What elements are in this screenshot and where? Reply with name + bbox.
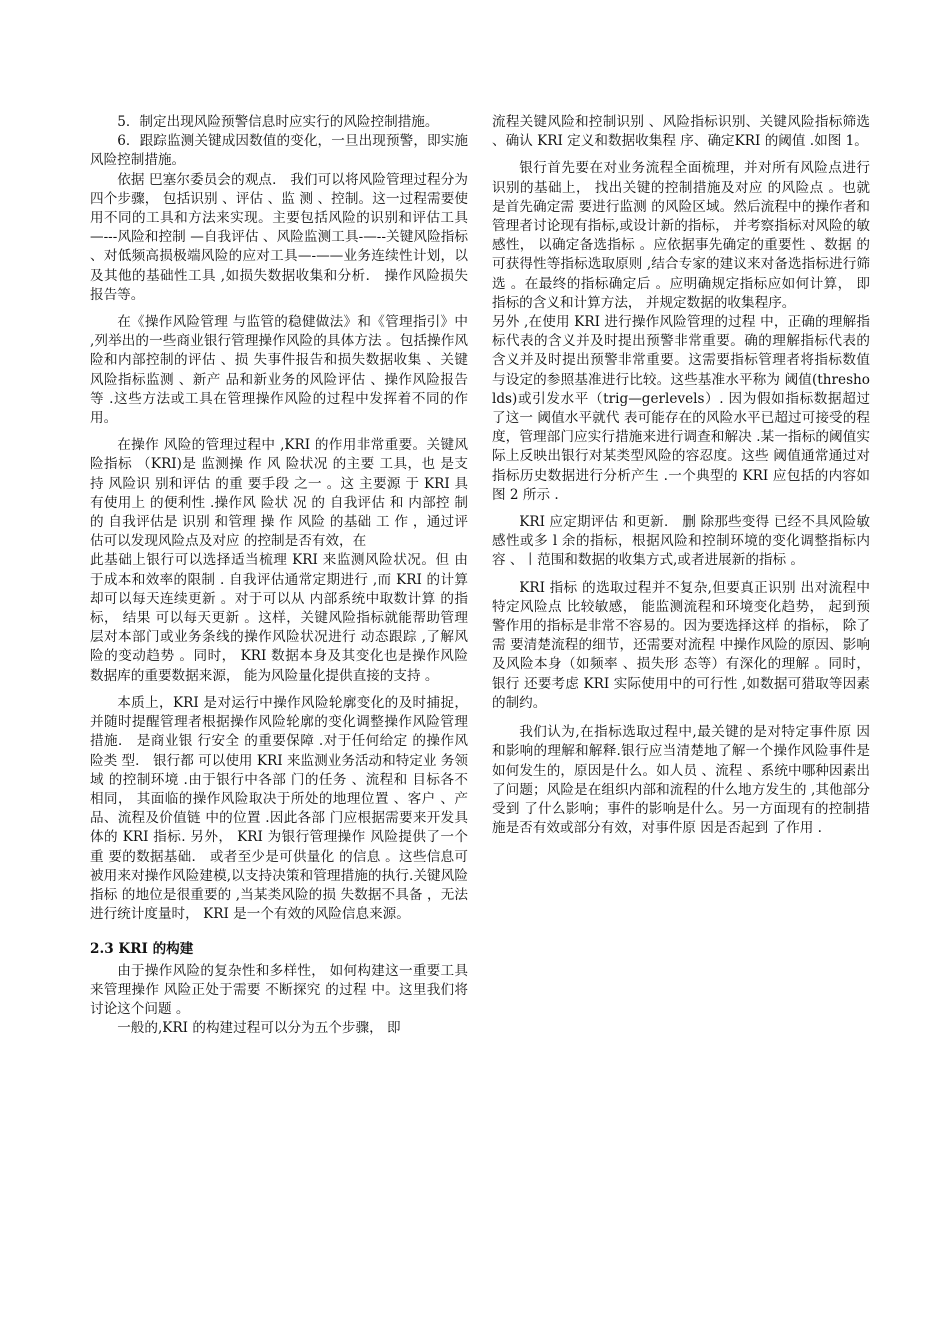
paragraph: 我们认为,在指标选取过程中,最关键的是对特定事件原 因和影响的理解和解释.银行应当清楚地了解一个操作风险事件是如何发生的，原因是什么。如人员 、流程 、系统中哪种因素出了问题；风险是在组织内部和流程的什么地方发生的 ,其他部分受到 了什么影响；事件的影响是什么。另一方面现有的控制措施是否有效或部分有效，对事件原 因是否起到 了作用 . [492, 724, 870, 837]
paragraph: 一般的,KRI 的构建过程可以分为五个步骤， 即 [117, 1020, 401, 1037]
paragraph: KRI 应定期评估 和更新． 删 除那些变得 已经不具风险敏感性或多 l 余的指标，根据风险和控制环境的变化调整指标内容 、丨范围和数据的收集方式,或者进展新的指标 。 [492, 514, 870, 569]
paragraph: 5．制定出现风险预警信息时应实行的风险控制措施。 [117, 114, 439, 130]
paragraph: 此基础上银行可以选择适当梳理 KRI 来监测风险状况。但 由于成本和效率的限制 . 自我评估通常定期进行 ,而 KRI 的计算却可以每天连续更新 。对于可以从 内部系统中取数计算 的指标， 结果 可以每天更新 。这样，关键风险指标就能帮助管理层对本部门或业务条线的操作风险状况进行 动态跟踪 ,了解风险的变动趋势 。同时， KRI 数据本身及其变化也是操作风险数据库的重要数据来源， 能为风险量化提供直接的支持 。 [90, 552, 468, 684]
paragraph: 银行首先要在对业务流程全面梳理，并对所有风险点进行识别的基础上， 找出关键的控制措施及对应 的风险点 。也就是首先确定需 要进行监测 的风险区域。然后流程中的操作者和管理者讨论现有指标,或设计新的指标， 并考察指标对风险的敏感性， 以确定备选指标 。应依据事先确定的重要性 、数据 的可获得性等指标选取原则 ,结合专家的建议来对备选指标进行筛选 。在最终的指标确定后 。应明确规定指标应如何计算， 即指标的含义和计算方法， 并规定数据的收集程序。 [492, 160, 870, 311]
paragraph: 另外 ,在使用 KRI 进行操作风险管理的过程 中，正确的理解指标代表的含义并及时提出预警非常重要。确的理解指标代表的含义并及时提出预警非常重要。这需要指标管理者将指标数值与设定的参照基准进行比较。这些基准水平称为 阈值(thresholds)或引发水平（trig—gerlevels）. 因为假如指标数据超过 了这一 阈值水平就代 表可能存在的风险水平已超过可接受的程度，管理部门应实行措施来进行调查和解决 .某一指标的阈值实际上反映出银行对某类型风险的容忍度。这些 阈值通常通过对指标历史数据进行分析产生 .一个典型的 KRI 应包括的内容如图 2 所示 . [492, 314, 870, 503]
paragraph: 6．跟踪监测关键成因数值的变化，一旦出现预警，即实施风险控制措施。 [90, 133, 468, 169]
paragraph: 流程关键风险和控制识别 、风险指标识别、关键风险指标筛选 、确认 KRI 定义和数据收集程 序、确定KRI 的阈值 .如图 1。 [492, 114, 870, 150]
paragraph: 在操作 风险的管理过程中 ,KRI 的作用非常重要。关键风 险指标 （KRI)是 监测操 作 风 险状况 的主要 工具，也 是支持 风险识 别和评估 的重 要手段 之一 。这 主要源 于 KRI 具有使用上 的便利性 .操作风 险状 况 的 自我评估 和 内部控 制的 自我评估是 识别 和管理 操 作 风险 的基础 工 作 ，通过评估可以发现风险点及对应 的控制是否有效，在 [90, 437, 468, 550]
paragraph: 由于操作风险的复杂性和多样性， 如何构建这一重要工具来管理操作 风险正处于需要 不断探究 的过程 中。这里我们将讨论这个问题 。 [90, 962, 468, 1017]
paragraph: KRI 指标 的选取过程并不复杂,但要真正识别 出对流程中特定风险点 比较敏感， 能监测流程和环境变化趋势， 起到预警作用的指标是非常不容易的。因为要选择这样 的指标， 除了需 要清楚流程的细节，还需要对流程 中操作风险的原因、影响及风险本身（如频率 、损失形 态等）有深化的理解 。同时，银行 还要考虑 KRI 实际使用中的可行性 ,如数据可猎取等因素的制约。 [492, 579, 870, 711]
paragraph: 在《操作风险管理 与监管的稳健做法》和《管理指引》中 ,列举出的一些商业银行管理操作风险的具体方法 。包括操作风险和内部控制的评估 、损 失事件报告和损失数据收集 、关键风险指标监测 、新产 品和新业务的风险评估 、操作风险报告等 .这些方法或工具在管理操作风险的过程中发挥着不同的作用。 [90, 314, 468, 427]
left-column [90, 113, 468, 1038]
paragraph: 依据 巴塞尔委员会的观点． 我们可以将风险管理过程分为四个步骤， 包括识别 、评估 、监 测 、控制。这一过程需要使用不同的工具和方法来实现。主要包括风险的识别和评估工具—---风险和控制 —自我评估 、风险监测工具-—--关键风险指标 、对低频高损极端风险的应对工具—-——业务连续性计划，以及其他的基础性工具 ,如损失数据收集和分析． 操作风险损失报告等。 [90, 171, 468, 303]
right-column [492, 113, 870, 838]
section-heading: 2.3 KRI 的构建 [90, 941, 194, 958]
paragraph: 本质上，KRI 是对运行中操作风险轮廓变化的及时捕捉， 并随时提醒管理者根据操作风险轮廓的变化调整操作风险管理措施． 是商业银 行安全 的重要保障 .对于任何给定 的操作风 险类 型． 银行都 可以使用 KRI 来监测业务活动和特定业 务领域 的控制环境 .由于银行中各部 门的任务 、流程和 目标各不相同， 其面临的操作风险取决于所处的地理位置 、客户 、产 品、流程及价值链 中的位置 .因此各部 门应根据需要来开发具体的 KRI 指标. 另外， KRI 为银行管理操作 风险提供了一个重 要的数据基础． 或者至少是可供量化 的信息 。这些信息可被用来对操作风险建模,以支持决策和管理措施的执行.关键风险指标 的地位是很重要的 ,当某类风险的损 失数据不具备 ，无法进行统计度量时， KRI 是一个有效的风险信息来源。 [90, 694, 468, 923]
